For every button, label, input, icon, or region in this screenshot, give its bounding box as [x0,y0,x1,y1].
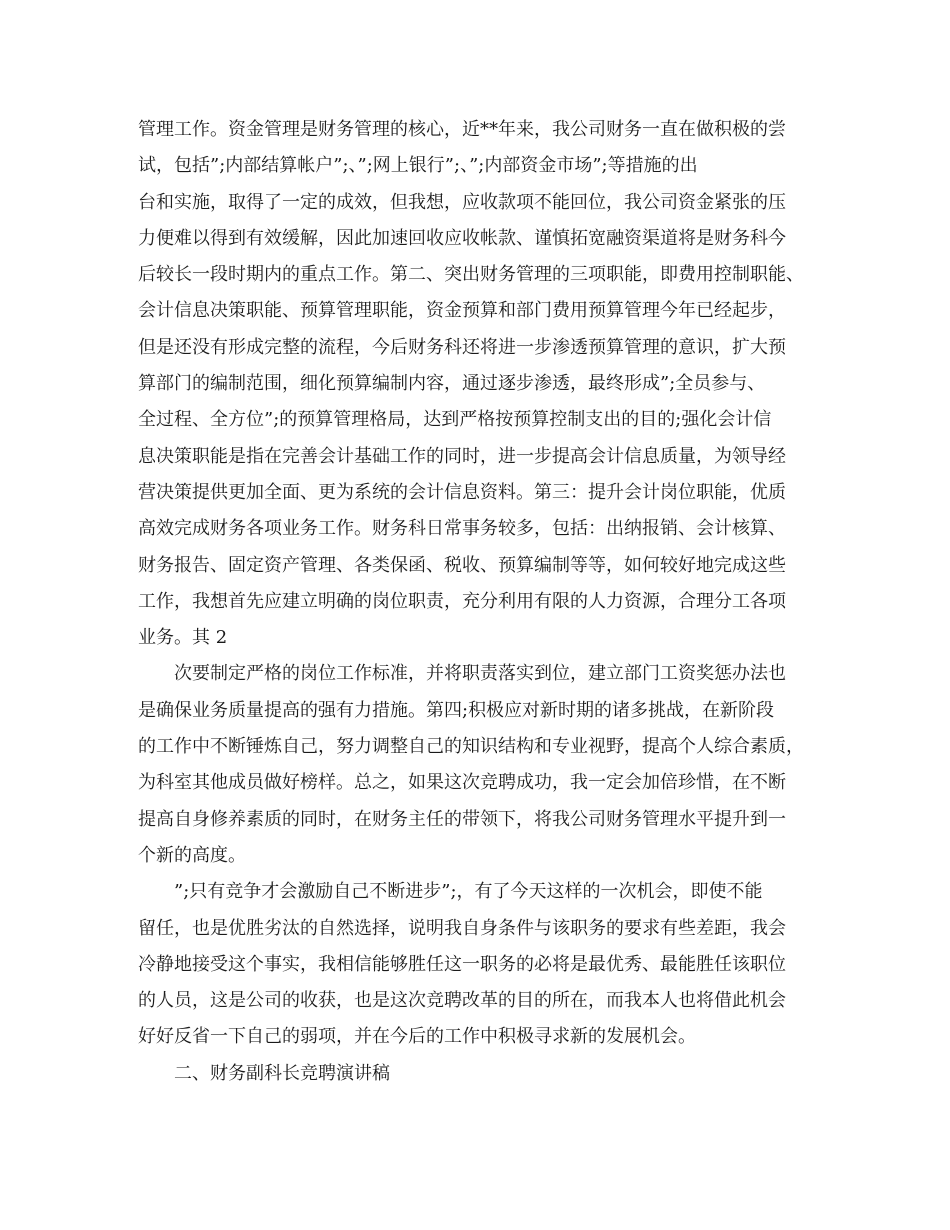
text-line: 管理工作。资金管理是财务管理的核心，近**年来，我公司财务一直在做积极的尝 [138,119,786,140]
text-line: 但是还没有形成完整的流程，今后财务科还将进一步渗透预算管理的意识，扩大预 [138,336,786,358]
text-line: 营决策提供更加全面、更为系统的会计信息资料。第三：提升会计岗位职能，优质 [138,481,786,503]
text-line: 息决策职能是指在完善会计基础工作的同时，进一步提高会计信息质量，为领导经 [138,445,786,467]
document-body [138,112,818,1092]
text-line: 业务。其 2 [138,627,228,649]
section-heading: 二、财务副科长竞聘演讲稿 [174,1062,390,1084]
text-line: 的人员，这是公司的收获，也是这次竞聘改革的目的所在，而我本人也将借此机会 [138,990,786,1012]
text-line: 为科室其他成员做好榜样。总之，如果这次竞聘成功，我一定会加倍珍惜，在不断 [138,772,786,794]
text-line: 后较长一段时期内的重点工作。第二、突出财务管理的三项职能，即费用控制职能、 [138,264,804,286]
text-line: 财务报告、固定资产管理、各类保函、税收、预算编制等等，如何较好地完成这些 [138,554,786,576]
text-line: 试，包括”;内部结算帐户”;、”;网上银行”;、”;内部资金市场”;等措施的出 [138,155,698,177]
paragraph-start-line: 次要制定严格的岗位工作标准，并将职责落实到位，建立部门工资奖惩办法也 [174,663,786,685]
text-line: 是确保业务质量提高的强有力措施。第四;积极应对新时期的诸多挑战，在新阶段 [138,699,775,721]
text-line: 提高自身修养素质的同时，在财务主任的带领下，将我公司财务管理水平提升到一 [138,808,786,830]
text-line: 全过程、全方位”;的预算管理格局，达到严格按预算控制支出的目的;强化会计信 [138,409,772,431]
text-line: 的工作中不断锤炼自己，努力调整自己的知识结构和专业视野，提高个人综合素质， [138,736,804,758]
text-line: 工作，我想首先应建立明确的岗位职责，充分利用有限的人力资源，合理分工各项 [138,590,786,612]
text-line: 会计信息决策职能、预算管理职能，资金预算和部门费用预算管理今年已经起步， [138,300,786,322]
paragraph-start-line: ”;只有竞争才会激励自己不断进步”;，有了今天这样的一次机会，即使不能 [174,881,763,903]
text-line: 台和实施，取得了一定的成效，但我想，应收款项不能回位，我公司资金紧张的压 [138,191,786,213]
text-line: 冷静地接受这个事实，我相信能够胜任这一职务的必将是最优秀、最能胜任该职位 [138,953,786,975]
text-line: 留任，也是优胜劣汰的自然选择，说明我自身条件与该职务的要求有些差距，我会 [138,917,786,939]
text-line: 高效完成财务各项业务工作。财务科日常事务较多，包括：出纳报销、会计核算、 [138,518,786,540]
text-line: 算部门的编制范围，细化预算编制内容，通过逐步渗透，最终形成”;全员参与、 [138,373,766,395]
text-line: 个新的高度。 [138,844,246,866]
text-line: 好好反省一下自己的弱项，并在今后的工作中积极寻求新的发展机会。 [138,1026,696,1048]
text-line: 力便难以得到有效缓解，因此加速回收应收帐款、谨慎拓宽融资渠道将是财务科今 [138,227,786,249]
